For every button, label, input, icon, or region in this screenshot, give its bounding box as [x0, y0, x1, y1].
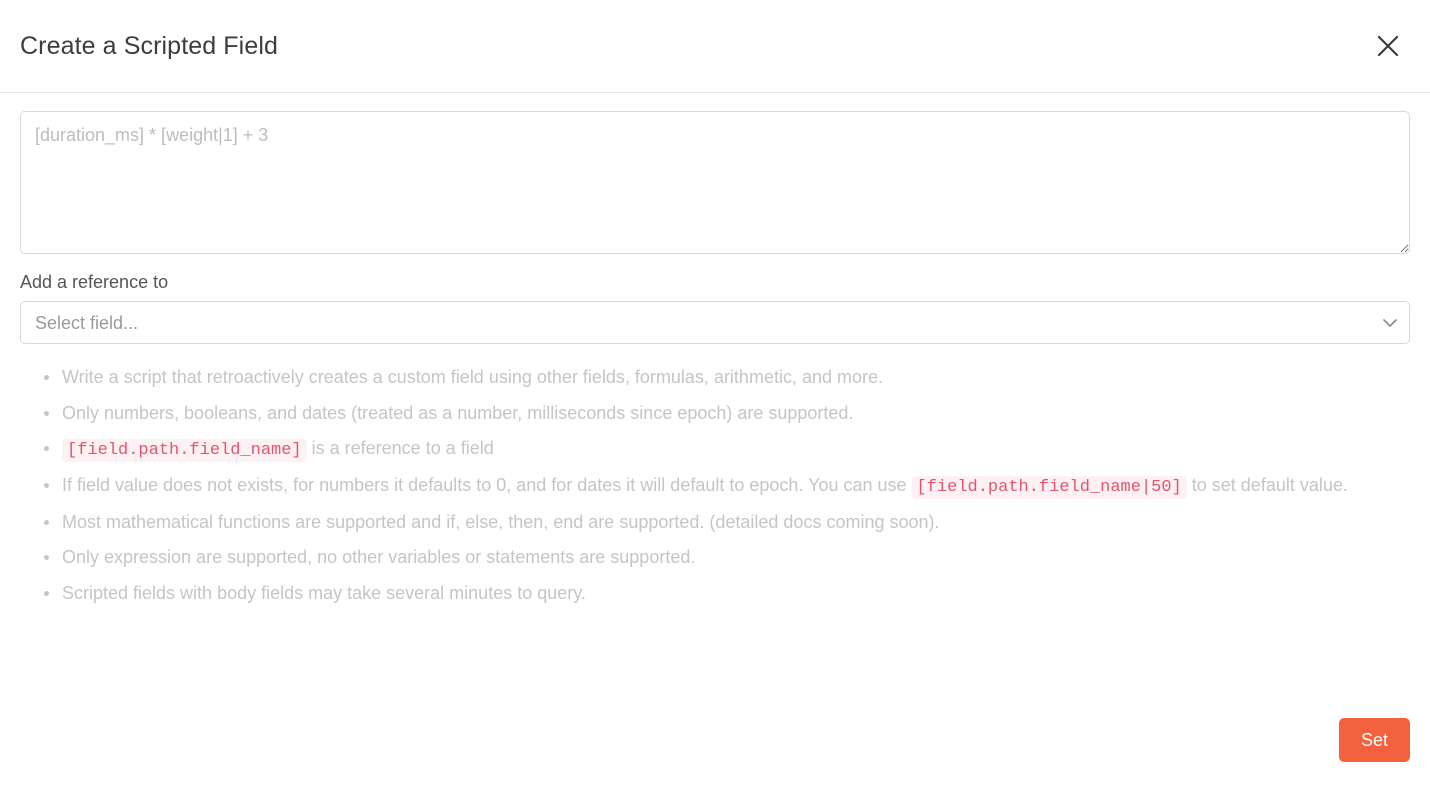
help-code-token: [field.path.field_name]	[62, 439, 307, 462]
help-text: Most mathematical functions are supported and if, else, then, end are supported. (detailed docs coming soon).	[62, 511, 940, 532]
field-select-wrapper	[20, 301, 1410, 344]
help-text: Write a script that retroactively creates a custom field using other fields, formulas, arithmetic, and more.	[62, 367, 883, 387]
help-text: Scripted fields with body fields may take several minutes to query.	[62, 582, 586, 603]
help-list	[20, 360, 1410, 611]
page-title: Create a Scripted Field	[20, 31, 278, 60]
close-icon[interactable]	[1368, 26, 1408, 66]
field-select[interactable]	[20, 301, 1410, 344]
modal-footer	[0, 718, 1430, 790]
help-list-item	[42, 505, 1410, 541]
close-icon-glyph	[1375, 33, 1401, 59]
modal-header	[0, 0, 1430, 93]
help-text: If field value does not exists, for numbers it defaults to 0, and for dates it will default to epoch. You can use	[62, 474, 912, 495]
help-list-item	[42, 360, 1410, 396]
help-text: to set default value.	[1186, 474, 1348, 495]
help-list-item	[42, 540, 1410, 576]
script-input[interactable]	[20, 111, 1410, 254]
set-button[interactable]: Set	[1339, 718, 1410, 762]
help-list-item	[42, 576, 1410, 612]
help-text: Only expression are supported, no other variables or statements are supported.	[62, 547, 696, 568]
modal-body	[0, 93, 1430, 718]
add-reference-label: Add a reference to	[20, 272, 169, 292]
help-text: Only numbers, booleans, and dates (treated as a number, milliseconds since epoch) are supported.	[62, 402, 854, 423]
help-code-token: [field.path.field_name|50]	[912, 476, 1187, 499]
help-list-item	[42, 396, 1410, 432]
help-list-item	[42, 468, 1410, 505]
help-list-item	[42, 431, 1410, 468]
help-text: is a reference to a field	[306, 438, 494, 459]
